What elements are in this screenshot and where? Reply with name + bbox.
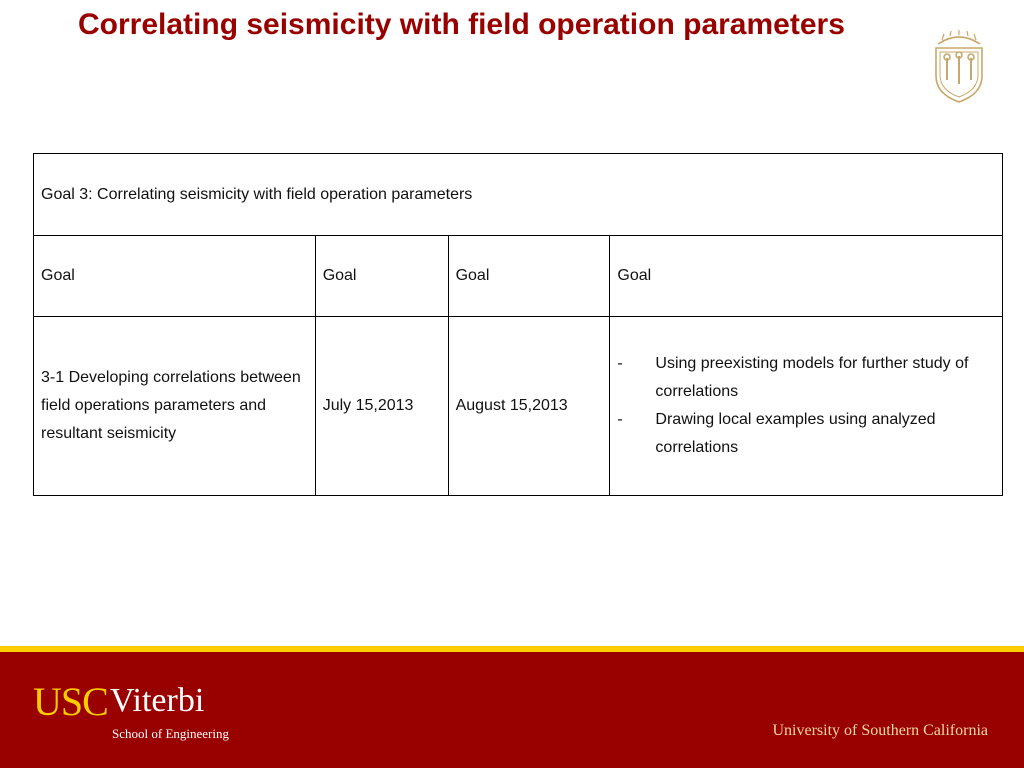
bullet-marker: - bbox=[617, 355, 623, 372]
usc-logo-text: USC bbox=[33, 679, 108, 724]
goal-description-cell: 3-1 Developing correlations between field operations parameters and resultant seismicity bbox=[34, 317, 316, 496]
list-item-text: Using preexisting models for further study of correlations bbox=[655, 355, 969, 400]
tasks-cell bbox=[610, 317, 1003, 496]
header-cell: Goal bbox=[448, 236, 610, 317]
list-item-text: Drawing local examples using analyzed correlations bbox=[655, 411, 936, 456]
task-list bbox=[617, 350, 995, 462]
table-header-row bbox=[34, 236, 1003, 317]
table-title-cell: Goal 3: Correlating seismicity with field operation parameters bbox=[34, 154, 1003, 236]
start-date-cell: July 15,2013 bbox=[315, 317, 448, 496]
page-title: Correlating seismicity with field operation parameters bbox=[78, 8, 845, 41]
viterbi-logo-text: Viterbi bbox=[110, 682, 205, 719]
list-item bbox=[617, 406, 995, 462]
university-name: University of Southern California bbox=[772, 722, 988, 739]
table-row bbox=[34, 317, 1003, 496]
school-name: School of Engineering bbox=[112, 726, 229, 741]
bullet-marker: - bbox=[617, 411, 623, 428]
header-cell: Goal bbox=[315, 236, 448, 317]
goals-table bbox=[33, 153, 1003, 496]
header-cell: Goal bbox=[34, 236, 316, 317]
end-date-cell: August 15,2013 bbox=[448, 317, 610, 496]
list-item bbox=[617, 350, 995, 406]
header-cell: Goal bbox=[610, 236, 1003, 317]
footer-banner bbox=[0, 652, 1024, 768]
table-title-row bbox=[34, 154, 1003, 236]
usc-seal-icon bbox=[930, 30, 988, 104]
